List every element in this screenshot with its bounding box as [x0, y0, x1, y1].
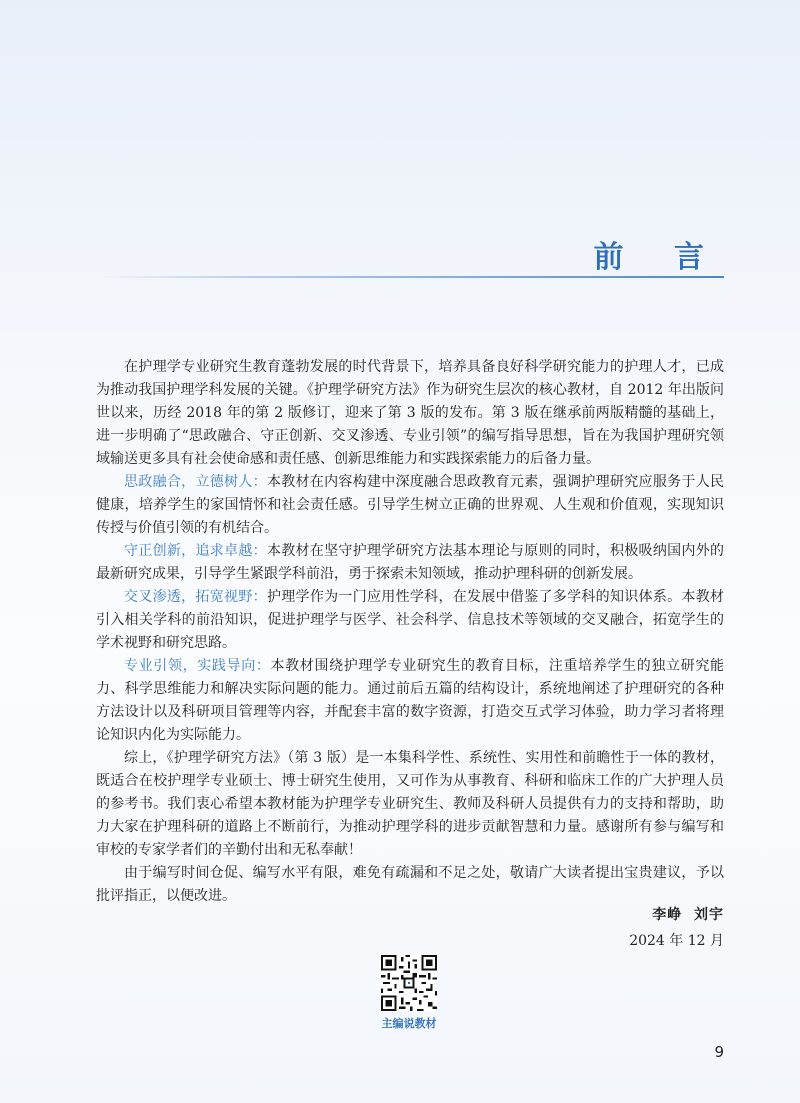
page-title: 前 言	[593, 240, 724, 275]
qr-code-icon	[381, 955, 437, 1011]
qr-code-label: 主编说教材	[381, 1017, 437, 1030]
paragraph-lead: 交叉渗透，拓宽视野：	[124, 589, 267, 605]
qr-code[interactable]	[381, 955, 437, 1011]
paragraph-intro	[96, 356, 724, 471]
paragraph-text: 本教材围绕护理学专业研究生的教育目标，注重培养学生的独立研究能力、科学思维能力和解决实际问题的能力。通过前后五篇的结构设计，系统地阐述了护理研究的各种方法设计以及科研项目管理等内容，并配套丰富的数字资源，打造交互式学习体验，助力学习者将理论知识内化为实际能力。	[96, 658, 724, 743]
paragraph-interdisciplinary	[96, 586, 724, 655]
paragraph-text: 本教材在内容构建中深度融合思政教育元素，强调护理研究应服务于人民健康，培养学生的家国情怀和社会责任感。引导学生树立正确的世界观、人生观和价值观，实现知识传授与价值引领的有机结合。	[96, 474, 725, 536]
title-divider	[96, 276, 724, 278]
signature-block	[629, 902, 724, 954]
preface-body	[96, 356, 724, 908]
paragraph-text: 在护理学专业研究生教育蓬勃发展的时代背景下，培养具备良好科学研究能力的护理人才，已成为推动我国护理学科发展的关键。《护理学研究方法》作为研究生层次的核心教材，自 2012 年出版问世以来，历经 2018 年的第 2 版修订，迎来了第 3 版的发布。第 3 版在继承前两版精髓的基础上，进一步明确了“思政融合、守正创新、交叉渗透、专业引领”的编写指导思想，旨在为我国护理研究领域输送更多具有社会使命感和责任感、创新思维能力和实践探索能力的后备力量。	[96, 359, 724, 467]
paragraph-lead: 思政融合，立德树人：	[124, 474, 267, 490]
paragraph-innovation	[96, 540, 724, 586]
paragraph-text: 综上，《护理学研究方法》（第 3 版）是一本集科学性、系统性、实用性和前瞻性于一体的教材，既适合在校护理学专业硕士、博士研究生使用，又可作为从事教育、科研和临床工作的广大护理人员的参考书。我们衷心希望本教材能为护理学专业研究生、教师及科研人员提供有力的支持和帮助，助力大家在护理科研的道路上不断前行，为推动护理学科的进步贡献智慧和力量。感谢所有参与编写和审校的专家学者们的辛勤付出和无私奉献！	[96, 750, 724, 858]
paragraph-text: 由于编写时间仓促、编写水平有限，难免有疏漏和不足之处，敬请广大读者提出宝贵建议，予以批评指正，以便改进。	[96, 865, 724, 904]
paragraph-text: 护理学作为一门应用性学科，在发展中借鉴了多学科的知识体系。本教材引入相关学科的前沿知识，促进护理学与医学、社会科学、信息技术等领域的交叉融合，拓宽学生的学术视野和研究思路。	[96, 589, 725, 651]
paragraph-summary	[96, 747, 724, 862]
signature-authors: 李峥 刘宇	[652, 907, 724, 923]
paragraph-practice	[96, 655, 724, 747]
paragraph-lead: 守正创新，追求卓越：	[124, 543, 267, 559]
page-number: 9	[714, 1043, 724, 1061]
paragraph-ideology	[96, 471, 724, 540]
paragraph-lead: 专业引领，实践导向：	[124, 658, 271, 674]
paragraph-text: 本教材在坚守护理学研究方法基本理论与原则的同时，积极吸纳国内外的最新研究成果，引导学生紧跟学科前沿，勇于探索未知领域，推动护理科研的创新发展。	[96, 543, 725, 582]
signature-date: 2024 年 12 月	[629, 933, 724, 949]
